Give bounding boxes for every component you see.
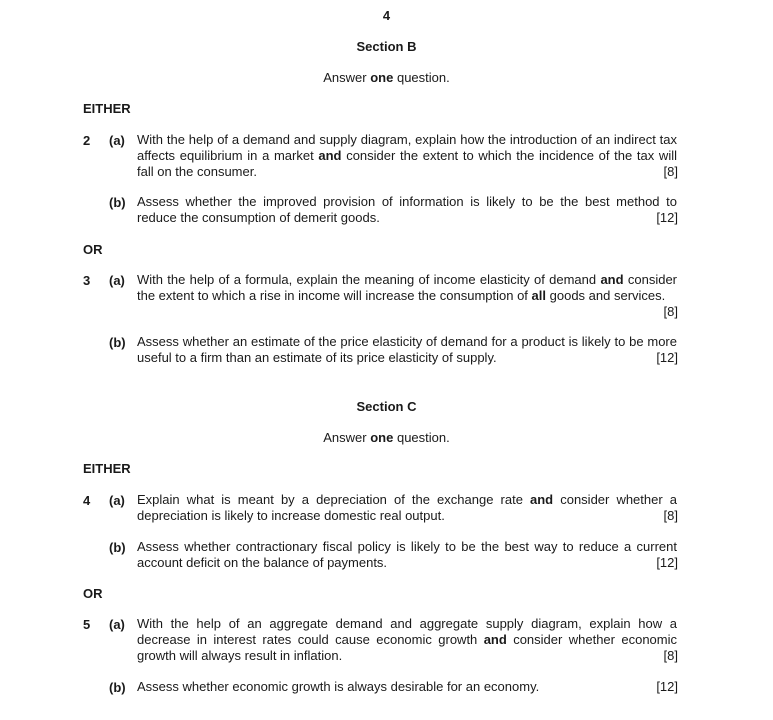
- question-5b-label: (b): [109, 680, 126, 695]
- question-3b-label: (b): [109, 335, 126, 350]
- question-4b-text: Assess whether contractionary fiscal policy is likely to be the best way to reduce a current account deficit on the balance of payments.: [137, 539, 677, 570]
- question-3-number: 3: [83, 273, 91, 288]
- question-4a-mark: [8]: [663, 508, 678, 523]
- question-3b-text: Assess whether an estimate of the price elasticity of demand for a product is likely to be more useful to a firm than an estimate of its price elasticity of supply.: [137, 334, 677, 365]
- section-b-or: OR: [83, 242, 103, 257]
- section-b-either: EITHER: [83, 101, 131, 116]
- question-2-number: 2: [83, 133, 91, 148]
- question-2a-text: With the help of a demand and supply diagram, explain how the introduction of an indirect tax affects equilibrium in a market and consider the extent to which the incidence of the tax will fall on the consumer.: [137, 132, 677, 179]
- section-c-or: OR: [83, 586, 103, 601]
- question-2a-mark: [8]: [663, 164, 678, 179]
- question-4b-label: (b): [109, 540, 126, 555]
- section-b-title: Section B: [356, 39, 417, 54]
- question-3a-label: (a): [109, 273, 125, 288]
- question-5b-text: Assess whether economic growth is always desirable for an economy.: [137, 679, 540, 694]
- instruction-emphasis: one: [370, 70, 394, 85]
- question-4b-mark: [12]: [656, 555, 678, 570]
- question-4a-text: Explain what is meant by a depreciation of the exchange rate and consider whether a depreciation is likely to increase domestic real output.: [137, 492, 678, 523]
- question-4-number: 4: [83, 493, 91, 508]
- question-4a-label: (a): [109, 493, 125, 508]
- question-5a-text: With the help of an aggregate demand and aggregate supply diagram, explain how a decrease in interest rates could cause economic growth and consider whether economic growth will always result in inflation.: [137, 616, 678, 663]
- question-3b-mark: [12]: [656, 350, 678, 365]
- section-c-title: Section C: [356, 399, 417, 414]
- question-5b-mark: [12]: [656, 679, 678, 694]
- question-2b-mark: [12]: [656, 210, 678, 225]
- question-3a-text: With the help of a formula, explain the meaning of income elasticity of demand and consider the extent to which a rise in income will increase the consumption of all goods and services.: [137, 272, 677, 303]
- section-c-either: EITHER: [83, 461, 131, 476]
- question-5a-mark: [8]: [663, 648, 678, 663]
- section-b-instruction: Answer one question.: [323, 70, 450, 85]
- question-2b-text: Assess whether the improved provision of information is likely to be the best method to reduce the consumption of demerit goods.: [137, 194, 677, 225]
- section-c-instruction: Answer one question.: [323, 430, 450, 445]
- question-2b-label: (b): [109, 195, 126, 210]
- question-5-number: 5: [83, 617, 91, 632]
- question-5a-label: (a): [109, 617, 125, 632]
- question-2a-label: (a): [109, 133, 125, 148]
- page-number: 4: [382, 8, 391, 23]
- instruction-emphasis: one: [370, 430, 394, 445]
- question-3a-mark: [8]: [663, 304, 678, 319]
